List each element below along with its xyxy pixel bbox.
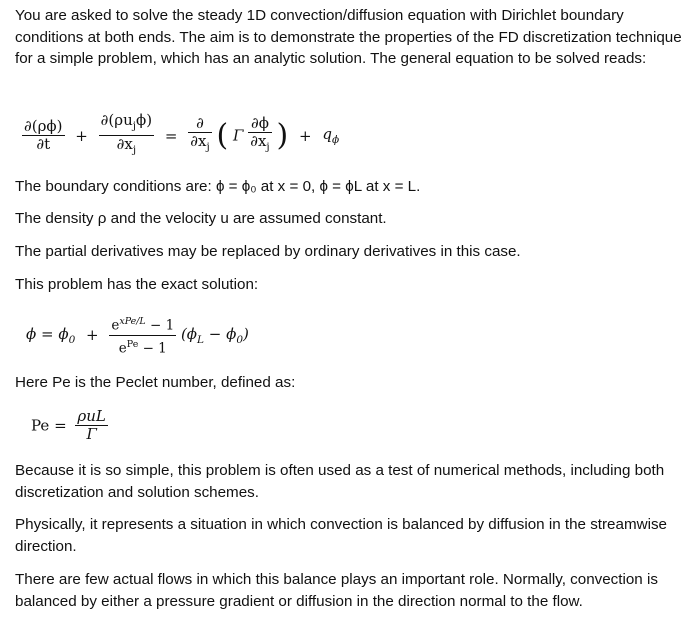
plus-sign: + [75, 126, 88, 145]
exact-solution-equation [26, 313, 249, 357]
convection-den-sub: j [132, 144, 137, 156]
exact-denominator [109, 336, 176, 358]
diffusion-inner-numerator: ∂ϕ [248, 115, 271, 133]
convection-term-denominator [99, 136, 154, 159]
exact-lhs-text: ϕ = ϕ [26, 324, 69, 343]
boundary-conditions-line: The boundary conditions are: ϕ = ϕ₀ at x = 0, ϕ = ϕL at x = L. [15, 178, 421, 195]
physical-meaning-paragraph: Physically, it represents a situation in which convection is balanced by diffusion in the streamwise direction. [15, 516, 667, 555]
convection-num-part: ∂(ρu [100, 111, 133, 129]
exact-den-exponent: Pe [126, 338, 139, 350]
partials-line: The partial derivatives may be replaced by ordinary derivatives in this case. [15, 243, 521, 260]
source-sub: ϕ [331, 134, 340, 146]
convection-num-sub: j [132, 120, 137, 132]
diffusion-inner-den-sub: j [266, 141, 270, 153]
exact-tail-close: ) [243, 324, 249, 343]
peclet-lhs: Pe = [31, 416, 67, 435]
peclet-fraction [75, 408, 107, 443]
exact-tail-mid: − ϕ [204, 324, 237, 343]
diffusion-outer-denominator [188, 133, 211, 156]
peclet-intro: Here Pe is the Peclet number, defined as: [15, 374, 296, 391]
diffusion-inner-derivative [248, 115, 271, 156]
time-derivative-term [22, 118, 65, 153]
convection-term [99, 112, 154, 159]
exact-solution-intro: This problem has the exact solution: [15, 276, 259, 293]
peclet-denominator: Γ [86, 425, 97, 443]
convection-term-numerator [99, 112, 154, 136]
exact-fraction [109, 313, 176, 357]
density-line: The density ρ and the velocity u are assumed constant. [15, 210, 387, 227]
diffusion-inner-denominator [248, 133, 271, 156]
diffusion-inner-den-part: ∂x [250, 132, 267, 150]
equals-sign: = [164, 126, 178, 145]
exact-num-base: e [111, 317, 120, 334]
exact-tail-sub-l: L [197, 333, 204, 346]
exact-numerator [109, 313, 176, 336]
plus-sign-source: + [298, 126, 312, 145]
exact-den-base: e [118, 340, 127, 356]
exact-plus: + [86, 326, 99, 344]
few-flows-paragraph: There are few actual flows in which this balance plays an important role. Normally, convection is balanced by either a pressure gradient or diffusion in the direction normal to the flow. [15, 571, 658, 610]
time-term-numerator: ∂(ρϕ) [24, 117, 63, 135]
diffusion-outer-den-sub: j [206, 141, 210, 153]
convection-den-part: ∂x [116, 135, 133, 153]
source-term [322, 125, 340, 146]
diffusion-outer-derivative [188, 115, 211, 156]
exact-lhs-sub: 0 [68, 333, 76, 346]
convection-num-end: ϕ) [136, 111, 153, 129]
left-paren: ( [216, 117, 229, 153]
diffusion-outer-numerator: ∂ [188, 115, 211, 133]
exact-lhs [26, 324, 76, 346]
source-symbol: q [322, 125, 332, 143]
right-paren: ) [276, 117, 289, 153]
exact-tail-sub-0: 0 [236, 333, 244, 346]
exact-num-exponent: xPe/L [119, 316, 146, 327]
gamma-symbol: Γ [233, 126, 244, 145]
time-term-denominator: ∂t [36, 135, 51, 153]
intro-paragraph: You are asked to solve the steady 1D convection/diffusion equation with Dirichlet boundary conditions at both ends. The aim is to demonstrate the properties of the FD discretization technique for a simple problem, which has an analytic solution. The general equation to be solved reads: [15, 7, 682, 67]
exact-tail-open: (ϕ [180, 324, 198, 343]
peclet-equation [31, 408, 108, 443]
general-equation [22, 112, 339, 159]
simple-test-paragraph: Because it is so simple, this problem is often used as a test of numerical methods, including both discretization and solution schemes. [15, 462, 665, 501]
exact-den-end: − 1 [138, 340, 167, 356]
diffusion-outer-den-part: ∂x [190, 132, 207, 150]
exact-difference [180, 324, 249, 346]
exact-num-end: − 1 [145, 317, 175, 334]
peclet-numerator: ρuL [77, 407, 106, 425]
